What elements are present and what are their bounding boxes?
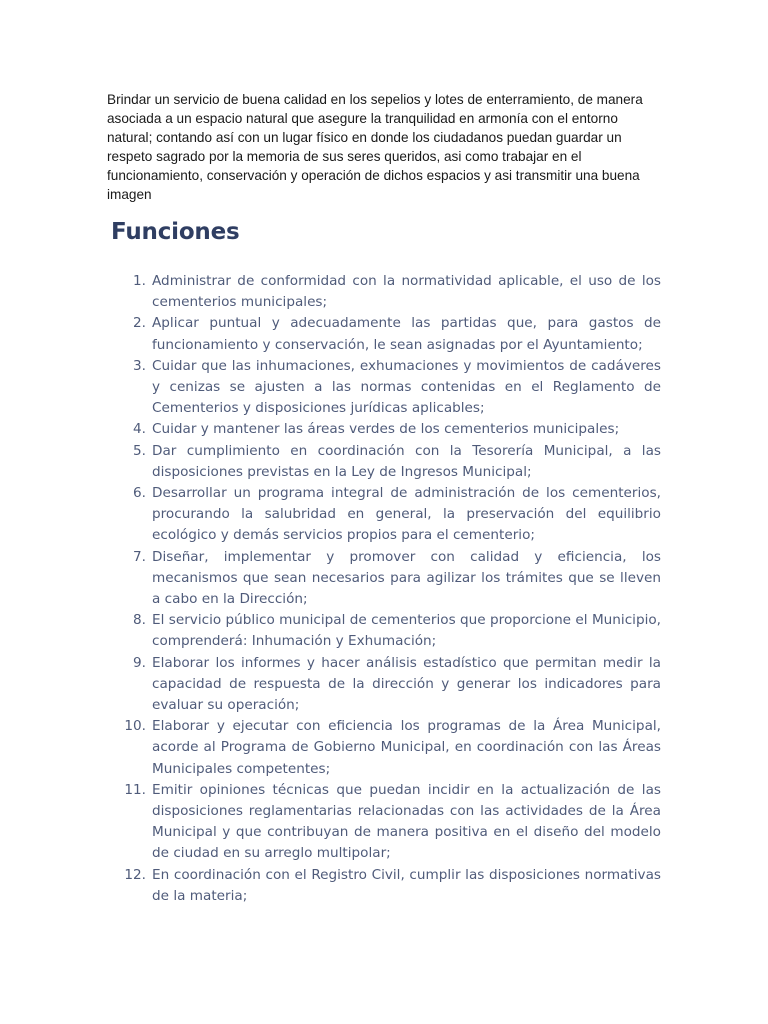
list-item-number: 2.: [133, 315, 146, 332]
list-item: [0, 419, 661, 440]
list-item-number: 11.: [124, 781, 146, 798]
list-item: [0, 356, 661, 420]
list-item-number: 9.: [133, 654, 146, 671]
list-item-number: 8.: [133, 612, 146, 629]
list-item-text: Elaborar y ejecutar con eficiencia los programas de la Área Municipal, acorde al Programa de Gobierno Municipal, en coordinación con las Áreas Municipales competentes;: [152, 718, 661, 777]
list-item-text: Diseñar, implementar y promover con calidad y eficiencia, los mecanismos que sean necesarios para agilizar los trámites que se lleven a cabo en la Dirección;: [152, 548, 661, 608]
list-item: [0, 865, 661, 907]
intro-paragraph: Brindar un servicio de buena calidad en los sepelios y lotes de enterramiento, de manera asociada a un espacio natural que asegure la tranquilidad en armonía con el entorno natural; contando así con un lugar físico en donde los ciudadanos puedan guardar un respeto sagrado por la memoria de sus seres queridos, asi como trabajar en el funcionamiento, conservación y operación de dichos espacios y asi transmitir una buena imagen: [107, 92, 643, 202]
list-item-text: En coordinación con el Registro Civil, cumplir las disposiciones normativas de la materia;: [152, 866, 661, 904]
list-item-text: Dar cumplimiento en coordinación con la Tesorería Municipal, a las disposiciones previstas en la Ley de Ingresos Municipal;: [152, 442, 661, 480]
list-item-text: Emitir opiniones técnicas que puedan incidir en la actualización de las disposiciones reglamentarias relacionadas con las actividades de la Área Municipal y que contribuyan de manera positiva en el diseño del modelo de ciudad en su arreglo multipolar;: [152, 781, 661, 862]
list-item: [0, 653, 661, 717]
list-item-number: 1.: [133, 273, 146, 289]
functions-list: [0, 271, 768, 907]
section-heading: Funciones: [111, 219, 240, 245]
list-item-text: Desarrollar un programa integral de administración de los cementerios, procurando la salubridad en general, la preservación del equilibrio ecológico y demás servicios propios para el cementerio;: [152, 485, 661, 544]
list-item: [0, 483, 661, 547]
list-item: [0, 610, 661, 652]
list-item-text: Cuidar que las inhumaciones, exhumaciones y movimientos de cadáveres y cenizas se ajusten a las normas contenidas en el Reglamento de Cementerios y disposiciones jurídicas aplicables;: [152, 357, 661, 417]
list-item-text: Cuidar y mantener las áreas verdes de los cementerios municipales;: [152, 421, 620, 438]
list-item: [0, 547, 661, 611]
list-item-text: Elaborar los informes y hacer análisis estadístico que permitan medir la capacidad de respuesta de la dirección y generar los indicadores para evaluar su operación;: [152, 654, 661, 714]
list-item: [0, 441, 661, 483]
list-item-number: 5.: [133, 442, 146, 459]
list-item-text: El servicio público municipal de cementerios que proporcione el Municipio, comprenderá: Inhumación y Exhumación;: [152, 612, 661, 650]
list-item: [0, 313, 661, 355]
list-item-number: 12.: [124, 866, 146, 883]
list-item-number: 3.: [133, 357, 146, 374]
list-item: [0, 716, 661, 780]
list-item-text: Administrar de conformidad con la normatividad aplicable, el uso de los cementerios municipales;: [152, 273, 661, 311]
list-item-text: Aplicar puntual y adecuadamente las partidas que, para gastos de funcionamiento y conservación, le sean asignadas por el Ayuntamiento;: [152, 315, 661, 353]
list-item-number: 10.: [124, 718, 146, 735]
list-item-number: 4.: [133, 421, 146, 438]
list-item: [0, 271, 661, 313]
list-item-number: 7.: [133, 548, 146, 565]
list-item-number: 6.: [133, 485, 146, 502]
list-item: [0, 780, 661, 865]
